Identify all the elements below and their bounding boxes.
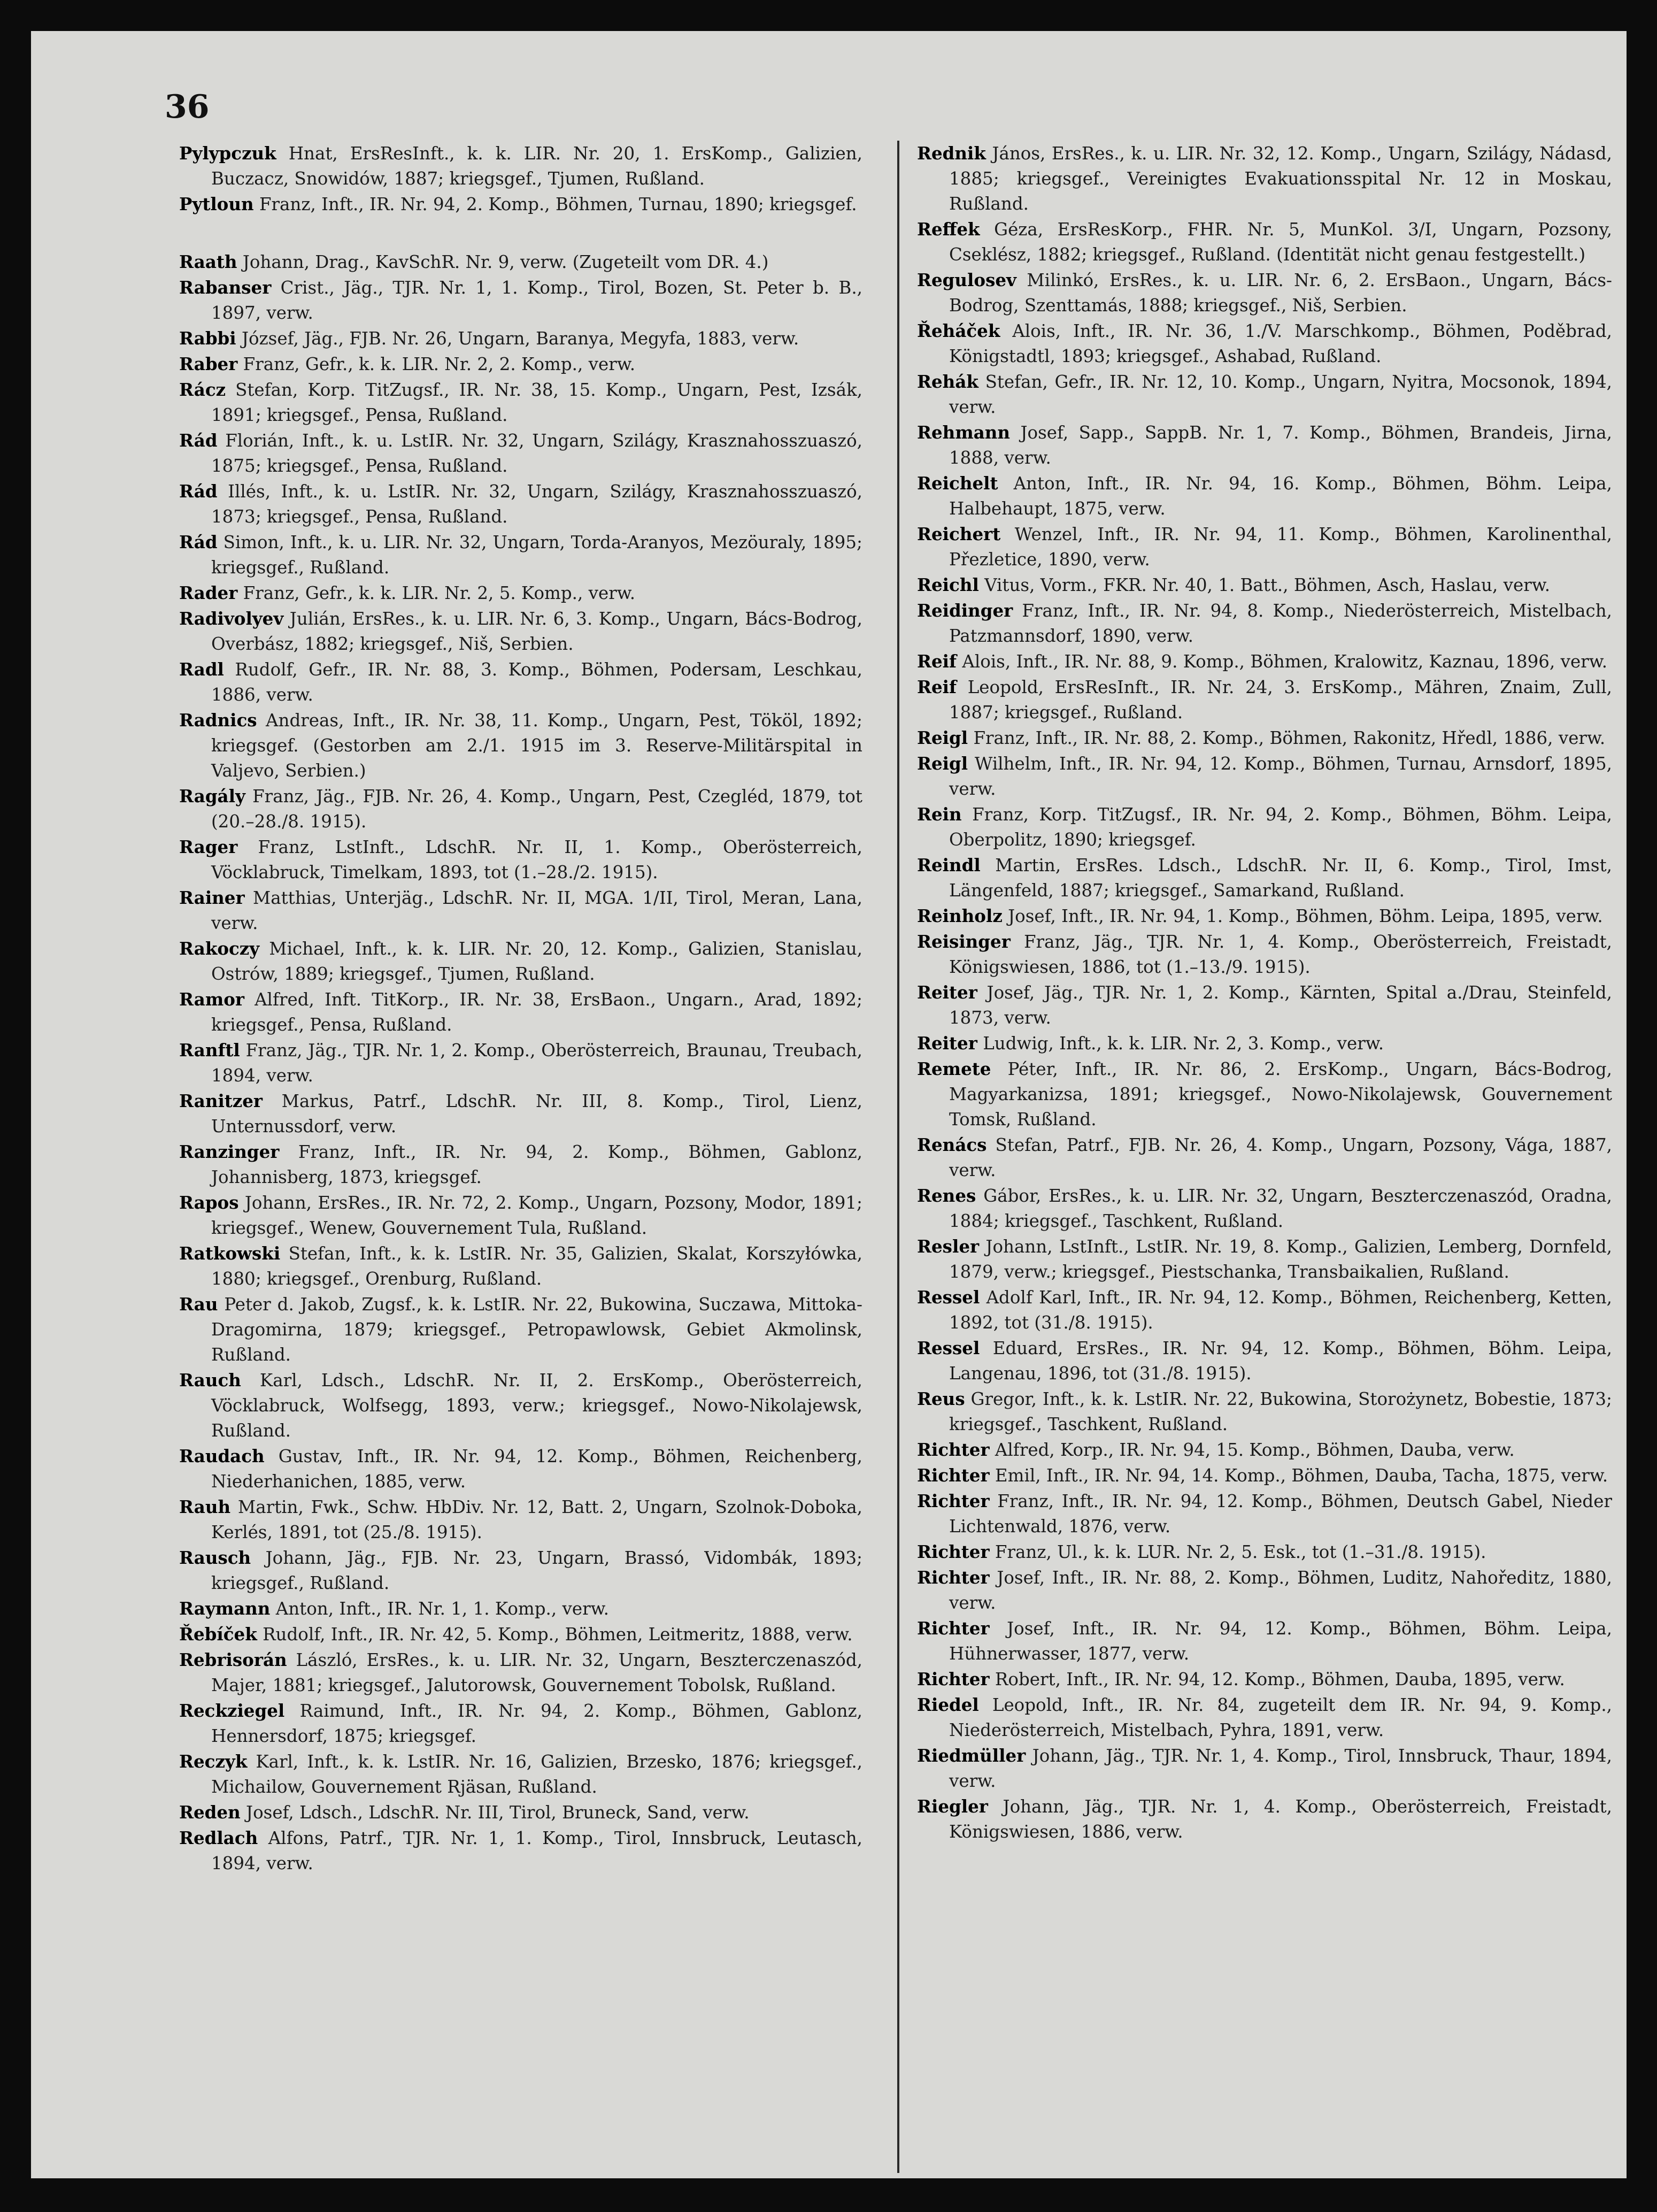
entry-details: Leopold, ErsResInft., IR. Nr. 24, 3. ErsKomp., Mähren, Znaim, Zull, 1887; kriegsgef., Rußland. <box>949 677 1612 723</box>
list-item <box>179 1596 862 1622</box>
entry-details: Raimund, Inft., IR. Nr. 94, 2. Komp., Böhmen, Gablonz, Hennersdorf, 1875; kriegsgef. <box>211 1701 862 1746</box>
entry-details: Franz, Jäg., FJB. Nr. 26, 4. Komp., Ungarn, Pest, Czegléd, 1879, tot (20.–28./8. 1915). <box>211 786 862 832</box>
entry-details: Gábor, ErsRes., k. u. LIR. Nr. 32, Ungarn, Beszterczenaszód, Oradna, 1884; kriegsgef., Taschkent, Rußland. <box>949 1186 1612 1231</box>
list-item <box>917 1539 1612 1565</box>
list-item <box>917 1488 1612 1539</box>
entry-surname: Rau <box>179 1294 218 1315</box>
entry-details: Alois, Inft., IR. Nr. 36, 1./V. Marschkomp., Böhmen, Poděbrad, Königstadtl, 1893; kriegsgef., Ashabad, Rußland. <box>949 321 1612 366</box>
entry-surname: Raath <box>179 251 237 272</box>
list-item <box>179 1647 862 1698</box>
entry-surname: Renes <box>917 1185 976 1206</box>
entry-surname: Reichert <box>917 524 1001 544</box>
entry-surname: Rauh <box>179 1496 231 1517</box>
list-item <box>917 1234 1612 1285</box>
entry-surname: Rausch <box>179 1547 251 1568</box>
entry-details: Martin, ErsRes. Ldsch., LdschR. Nr. II, 6. Komp., Tirol, Imst, Längenfeld, 1887; kriegsgef., Samarkand, Rußland. <box>949 855 1612 901</box>
entry-surname: Pytloun <box>179 194 254 214</box>
entry-surname: Raudach <box>179 1446 265 1466</box>
entry-surname: Reindl <box>917 855 981 875</box>
entry-details: József, Jäg., FJB. Nr. 26, Ungarn, Baranya, Megyfa, 1883, verw. <box>236 328 799 349</box>
list-item <box>179 1698 862 1749</box>
list-item <box>179 1088 862 1139</box>
entry-surname: Reus <box>917 1388 965 1409</box>
entry-surname: Richter <box>917 1465 990 1486</box>
list-item <box>179 1038 862 1088</box>
list-item <box>917 1666 1612 1692</box>
list-item <box>179 529 862 580</box>
entry-surname: Richter <box>917 1541 990 1562</box>
entry-details: Franz, Jäg., TJR. Nr. 1, 4. Komp., Oberösterreich, Freistadt, Königswiesen, 1886, tot (1.–13./9. 1915). <box>949 932 1612 977</box>
list-item <box>917 1285 1612 1335</box>
entry-surname: Rader <box>179 582 238 603</box>
entry-surname: Ragály <box>179 786 245 807</box>
list-item <box>179 1368 862 1443</box>
list-item <box>179 987 862 1038</box>
entry-surname: Rein <box>917 804 962 825</box>
entry-details: Franz, Inft., IR. Nr. 94, 12. Komp., Böhmen, Deutsch Gabel, Nieder Lichtenwald, 1876, verw. <box>949 1491 1612 1537</box>
entry-surname: Radnics <box>179 710 257 731</box>
list-item <box>917 1031 1612 1056</box>
entry-details: Julián, ErsRes., k. u. LIR. Nr. 6, 3. Komp., Ungarn, Bács-Bodrog, Overbász, 1882; kriegsgef., Niš, Serbien. <box>211 609 862 654</box>
entry-surname: Pylypczuk <box>179 143 276 164</box>
list-item <box>917 1565 1612 1616</box>
list-item <box>179 428 862 479</box>
entry-surname: Ranzinger <box>179 1141 280 1162</box>
entry-surname: Reigl <box>917 727 968 748</box>
entry-surname: Reidinger <box>917 600 1013 621</box>
list-item <box>917 852 1612 903</box>
entry-details: Milinkó, ErsRes., k. u. LIR. Nr. 6, 2. ErsBaon., Ungarn, Bács-Bodrog, Szenttamás, 1888; kriegsgef., Niš, Serbien. <box>949 270 1612 316</box>
entry-details: Stefan, Korp. TitZugsf., IR. Nr. 38, 15. Komp., Ungarn, Pest, Izsák, 1891; kriegsgef., Pensa, Rußland. <box>211 380 862 425</box>
entry-details: Johann, ErsRes., IR. Nr. 72, 2. Komp., Ungarn, Pozsony, Modor, 1891; kriegsgef., Wenew, Gouvernement Tula, Rußland. <box>211 1193 862 1238</box>
list-item <box>917 1463 1612 1488</box>
entry-surname: Regulosev <box>917 270 1016 290</box>
entry-details: János, ErsRes., k. u. LIR. Nr. 32, 12. Komp., Ungarn, Szilágy, Nádasd, 1885; kriegsgef., Vereinigtes Evakuationsspital Nr. 12 in Moskau, Rußland. <box>949 143 1612 214</box>
entry-details: Ludwig, Inft., k. k. LIR. Nr. 2, 3. Komp., verw. <box>977 1033 1384 1054</box>
list-item <box>179 936 862 987</box>
entry-details: Rudolf, Gefr., IR. Nr. 88, 3. Komp., Böhmen, Podersam, Leschkau, 1886, verw. <box>211 659 862 705</box>
page-number: 36 <box>165 88 210 126</box>
list-item <box>917 1437 1612 1463</box>
list-item <box>917 980 1612 1031</box>
entry-details: Johann, Jäg., TJR. Nr. 1, 4. Komp., Tirol, Innsbruck, Thaur, 1894, verw. <box>949 1746 1612 1791</box>
list-item <box>179 606 862 657</box>
entry-details: Leopold, Inft., IR. Nr. 84, zugeteilt dem IR. Nr. 94, 9. Komp., Niederösterreich, Mistelbach, Pyhra, 1891, verw. <box>949 1695 1612 1740</box>
entry-surname: Rednik <box>917 143 986 164</box>
list-item <box>179 1800 862 1825</box>
entry-surname: Remete <box>917 1058 991 1079</box>
list-item <box>179 1622 862 1647</box>
entry-details: Josef, Inft., IR. Nr. 94, 12. Komp., Böhmen, Böhm. Leipa, Hühnerwasser, 1877, verw. <box>949 1618 1612 1664</box>
entry-details: Andreas, Inft., IR. Nr. 38, 11. Komp., Ungarn, Pest, Tököl, 1892; kriegsgef. (Gestorben am 2./1. 1915 im 3. Reserve-Militärspital in Valjevo, Serbien.) <box>211 710 862 781</box>
list-item <box>179 141 862 191</box>
list-item <box>917 1794 1612 1845</box>
list-item <box>917 1692 1612 1743</box>
list-item <box>917 1132 1612 1183</box>
entry-details: Franz, Jäg., TJR. Nr. 1, 2. Komp., Oberösterreich, Braunau, Treubach, 1894, verw. <box>211 1040 862 1086</box>
entry-details: Markus, Patrf., LdschR. Nr. III, 8. Komp., Tirol, Lienz, Unternussdorf, verw. <box>211 1091 862 1136</box>
entry-surname: Riedmüller <box>917 1745 1026 1766</box>
entry-details: Franz, Inft., IR. Nr. 94, 8. Komp., Niederösterreich, Mistelbach, Patzmannsdorf, 1890, verw. <box>949 601 1612 646</box>
entry-details: Franz, Gefr., k. k. LIR. Nr. 2, 5. Komp., verw. <box>237 583 636 603</box>
list-item <box>917 674 1612 725</box>
entry-surname: Raymann <box>179 1598 271 1619</box>
list-item <box>179 191 862 217</box>
entry-surname: Rád <box>179 532 218 552</box>
list-item <box>917 420 1612 471</box>
entry-details: Hnat, ErsResInft., k. k. LIR. Nr. 20, 1. ErsKomp., Galizien, Buczacz, Snowidów, 1887; kriegsgef., Tjumen, Rußland. <box>211 143 862 189</box>
list-item <box>917 725 1612 751</box>
entry-surname: Radivolyev <box>179 608 284 629</box>
list-item <box>179 580 862 606</box>
entry-surname: Ranitzer <box>179 1090 263 1111</box>
entry-surname: Richter <box>917 1567 990 1588</box>
entry-details: Franz, LstInft., LdschR. Nr. II, 1. Komp., Oberösterreich, Vöcklabruck, Timelkam, 1893, tot (1.–28./2. 1915). <box>211 837 862 882</box>
entry-details: Emil, Inft., IR. Nr. 94, 14. Komp., Böhmen, Dauba, Tacha, 1875, verw. <box>989 1465 1608 1486</box>
list-item <box>179 657 862 708</box>
entry-surname: Rehmann <box>917 422 1011 443</box>
entry-details: Alfred, Korp., IR. Nr. 94, 15. Komp., Böhmen, Dauba, verw. <box>989 1440 1515 1460</box>
entry-details: Josef, Ldsch., LdschR. Nr. III, Tirol, Bruneck, Sand, verw. <box>240 1802 750 1823</box>
entry-surname: Reisinger <box>917 931 1011 952</box>
entry-surname: Reden <box>179 1802 241 1823</box>
entry-details: Alfred, Inft. TitKorp., IR. Nr. 38, ErsBaon., Ungarn., Arad, 1892; kriegsgef., Pensa, Rußland. <box>211 989 862 1035</box>
entry-details: Eduard, ErsRes., IR. Nr. 94, 12. Komp., Böhmen, Böhm. Leipa, Langenau, 1896, tot (31./8. 1915). <box>949 1338 1612 1384</box>
entry-details: Johann, Jäg., FJB. Nr. 23, Ungarn, Brassó, Vidombák, 1893; kriegsgef., Rußland. <box>211 1548 862 1593</box>
entry-details: Johann, LstInft., LstIR. Nr. 19, 8. Komp., Galizien, Lemberg, Dornfeld, 1879, verw.; kriegsgef., Piestschanka, Transbaikalien, Rußland. <box>949 1236 1612 1282</box>
entry-surname: Riedel <box>917 1694 979 1715</box>
entry-details: Rudolf, Inft., IR. Nr. 42, 5. Komp., Böhmen, Leitmeritz, 1888, verw. <box>257 1624 853 1645</box>
entry-surname: Reichelt <box>917 473 998 494</box>
entry-details: Crist., Jäg., TJR. Nr. 1, 1. Komp., Tirol, Bozen, St. Peter b. B., 1897, verw. <box>211 278 862 323</box>
entry-details: Stefan, Gefr., IR. Nr. 12, 10. Komp., Ungarn, Nyitra, Mocsonok, 1894, verw. <box>949 372 1612 417</box>
list-item <box>179 1825 862 1876</box>
column-divider <box>897 141 899 2173</box>
entry-details: Gustav, Inft., IR. Nr. 94, 12. Komp., Böhmen, Reichenberg, Niederhanichen, 1885, verw. <box>211 1446 862 1492</box>
entry-surname: Reinholz <box>917 905 1003 926</box>
entry-details: Franz, Korp. TitZugsf., IR. Nr. 94, 2. Komp., Böhmen, Böhm. Leipa, Oberpolitz, 1890; kriegsgef. <box>949 804 1612 850</box>
entry-surname: Raber <box>179 354 238 374</box>
list-item <box>917 1183 1612 1234</box>
entry-details: Johann, Drag., KavSchR. Nr. 9, verw. (Zugeteilt vom DR. 4.) <box>237 252 769 272</box>
list-item <box>917 1386 1612 1437</box>
list-item <box>917 598 1612 649</box>
entry-details: Gregor, Inft., k. k. LstIR. Nr. 22, Bukowina, Storożynetz, Bobestie, 1873; kriegsgef., Taschkent, Rußland. <box>949 1389 1612 1434</box>
entry-surname: Rager <box>179 836 238 857</box>
list-item <box>179 1292 862 1368</box>
entry-surname: Rapos <box>179 1192 239 1213</box>
entry-details: Josef, Sapp., SappB. Nr. 1, 7. Komp., Böhmen, Brandeis, Jirna, 1888, verw. <box>949 423 1612 468</box>
list-item <box>179 1241 862 1292</box>
entry-details: Michael, Inft., k. k. LIR. Nr. 20, 12. Komp., Galizien, Stanislau, Ostrów, 1889; kriegsgef., Tjumen, Rußland. <box>211 939 862 984</box>
list-item <box>917 649 1612 674</box>
entry-details: Peter d. Jakob, Zugsf., k. k. LstIR. Nr. 22, Bukowina, Suczawa, Mittoka-Dragomirna, 1879; kriegsgef., Petropawlowsk, Gebiet Akmolinsk, Rußland. <box>211 1294 862 1365</box>
list-item <box>917 1335 1612 1386</box>
list-item <box>179 1190 862 1241</box>
entry-details: Géza, ErsResKorp., FHR. Nr. 5, MunKol. 3/I, Ungarn, Pozsony, Cseklész, 1882; kriegsgef., Rußland. (Identität nicht genau festgestellt.) <box>949 219 1612 265</box>
list-item <box>917 903 1612 929</box>
list-item <box>179 708 862 784</box>
entry-details: Johann, Jäg., TJR. Nr. 1, 4. Komp., Oberösterreich, Freistadt, Königswiesen, 1886, verw. <box>949 1796 1612 1842</box>
entry-surname: Řebíček <box>179 1624 257 1645</box>
entry-details: Adolf Karl, Inft., IR. Nr. 94, 12. Komp., Böhmen, Reichenberg, Ketten, 1892, tot (31./8. 1915). <box>949 1287 1612 1333</box>
entry-surname: Ressel <box>917 1338 980 1358</box>
entry-surname: Reif <box>917 677 957 697</box>
list-item <box>179 479 862 529</box>
entry-surname: Richter <box>917 1669 990 1689</box>
entry-details: Wenzel, Inft., IR. Nr. 94, 11. Komp., Böhmen, Karolinenthal, Přezletice, 1890, verw. <box>949 524 1612 570</box>
list-item <box>917 572 1612 598</box>
list-item <box>917 1056 1612 1132</box>
list-item <box>917 751 1612 802</box>
entry-surname: Reiter <box>917 982 977 1003</box>
entry-surname: Reiter <box>917 1033 977 1054</box>
entry-details: Anton, Inft., IR. Nr. 1, 1. Komp., verw. <box>270 1599 609 1619</box>
list-item <box>179 834 862 885</box>
document-page <box>31 31 1627 2178</box>
entry-surname: Reigl <box>917 753 968 774</box>
entry-surname: Rád <box>179 430 218 451</box>
entry-surname: Ressel <box>917 1287 980 1308</box>
entry-surname: Radl <box>179 659 224 680</box>
list-item <box>179 275 862 326</box>
entry-details: Josef, Inft., IR. Nr. 94, 1. Komp., Böhmen, Böhm. Leipa, 1895, verw. <box>1002 906 1603 926</box>
entry-surname: Rainer <box>179 887 245 908</box>
entry-surname: Rakoczy <box>179 938 260 959</box>
entry-surname: Ramor <box>179 989 245 1010</box>
list-item <box>179 351 862 377</box>
entry-surname: Rehák <box>917 371 978 392</box>
entry-surname: Rabbi <box>179 328 236 349</box>
list-item <box>179 1494 862 1545</box>
list-item <box>917 141 1612 217</box>
entry-details: Florián, Inft., k. u. LstIR. Nr. 32, Ungarn, Szilágy, Krasznahosszuaszó, 1875; kriegsgef., Pensa, Rußland. <box>211 431 862 476</box>
left-column <box>179 141 862 1876</box>
list-item <box>917 267 1612 318</box>
entry-surname: Reckziegel <box>179 1700 285 1721</box>
entry-surname: Rád <box>179 481 218 502</box>
entry-surname: Reichl <box>917 574 979 595</box>
list-item <box>917 1616 1612 1666</box>
entry-details: Franz, Inft., IR. Nr. 94, 2. Komp., Böhmen, Gablonz, Johannisberg, 1873, kriegsgef. <box>211 1142 862 1187</box>
entry-details: Wilhelm, Inft., IR. Nr. 94, 12. Komp., Böhmen, Turnau, Arnsdorf, 1895, verw. <box>949 754 1612 799</box>
entry-details: Robert, Inft., IR. Nr. 94, 12. Komp., Böhmen, Dauba, 1895, verw. <box>989 1669 1565 1689</box>
entry-details: Franz, Gefr., k. k. LIR. Nr. 2, 2. Komp., verw. <box>237 354 636 374</box>
entry-details: Illés, Inft., k. u. LstIR. Nr. 32, Ungarn, Szilágy, Krasznahosszuaszó, 1873; kriegsgef., Pensa, Rußland. <box>211 481 862 527</box>
list-item <box>917 318 1612 369</box>
entry-surname: Resler <box>917 1236 980 1257</box>
list-item <box>917 369 1612 420</box>
entry-surname: Richter <box>917 1439 990 1460</box>
entry-details: Franz, Inft., IR. Nr. 94, 2. Komp., Böhmen, Turnau, 1890; kriegsgef. <box>253 194 857 214</box>
entry-surname: Redlach <box>179 1827 258 1848</box>
entry-surname: Rebrisorán <box>179 1649 287 1670</box>
entry-surname: Richter <box>917 1491 990 1511</box>
entry-details: Franz, Ul., k. k. LUR. Nr. 2, 5. Esk., tot (1.–31./8. 1915). <box>989 1542 1486 1562</box>
entry-details: Simon, Inft., k. u. LIR. Nr. 32, Ungarn, Torda-Aranyos, Mezöuraly, 1895; kriegsgef., Rußland. <box>211 532 862 578</box>
list-item <box>179 249 862 275</box>
list-item <box>179 1139 862 1190</box>
entry-surname: Reif <box>917 651 957 672</box>
entry-surname: Richter <box>917 1618 990 1639</box>
entry-surname: Ratkowski <box>179 1243 281 1264</box>
entry-surname: Rácz <box>179 379 226 400</box>
entry-details: Josef, Jäg., TJR. Nr. 1, 2. Komp., Kärnten, Spital a./Drau, Steinfeld, 1873, verw. <box>949 982 1612 1028</box>
entry-details: Martin, Fwk., Schw. HbDiv. Nr. 12, Batt. 2, Ungarn, Szolnok-Doboka, Kerlés, 1891, tot (25./8. 1915). <box>211 1497 862 1542</box>
list-item <box>179 326 862 351</box>
list-item <box>917 521 1612 572</box>
entry-surname: Riegler <box>917 1796 988 1817</box>
entry-details: Anton, Inft., IR. Nr. 94, 16. Komp., Böhmen, Böhm. Leipa, Halbehaupt, 1875, verw. <box>949 473 1612 519</box>
entry-details: Stefan, Patrf., FJB. Nr. 26, 4. Komp., Ungarn, Pozsony, Vága, 1887, verw. <box>949 1135 1612 1180</box>
entry-surname: Reffek <box>917 219 980 240</box>
list-item <box>179 1545 862 1596</box>
entry-details: Franz, Inft., IR. Nr. 88, 2. Komp., Böhmen, Rakonitz, Hředl, 1886, verw. <box>968 728 1606 748</box>
entry-details: László, ErsRes., k. u. LIR. Nr. 32, Ungarn, Beszterczenaszód, Majer, 1881; kriegsgef., Jalutorowsk, Gouvernement Tobolsk, Rußland. <box>211 1650 862 1695</box>
entry-details: Vitus, Vorm., FKR. Nr. 40, 1. Batt., Böhmen, Asch, Haslau, verw. <box>978 575 1551 595</box>
entry-surname: Reczyk <box>179 1751 248 1772</box>
right-column <box>917 141 1612 1845</box>
list-item <box>917 1743 1612 1794</box>
entry-details: Karl, Ldsch., LdschR. Nr. II, 2. ErsKomp., Oberösterreich, Vöcklabruck, Wolfsegg, 1893, verw.; kriegsgef., Nowo-Nikolajewsk, Rußland. <box>211 1370 862 1441</box>
entry-details: Karl, Inft., k. k. LstIR. Nr. 16, Galizien, Brzesko, 1876; kriegsgef., Michailow, Gouvernement Rjäsan, Rußland. <box>211 1752 862 1797</box>
list-item <box>179 1749 862 1800</box>
entry-details: Alois, Inft., IR. Nr. 88, 9. Komp., Böhmen, Kralowitz, Kaznau, 1896, verw. <box>957 651 1608 672</box>
entry-details: Alfons, Patrf., TJR. Nr. 1, 1. Komp., Tirol, Innsbruck, Leutasch, 1894, verw. <box>211 1828 862 1873</box>
entry-surname: Rauch <box>179 1370 241 1391</box>
list-item <box>917 802 1612 852</box>
list-item <box>917 217 1612 267</box>
entry-details: Péter, Inft., IR. Nr. 86, 2. ErsKomp., Ungarn, Bács-Bodrog, Magyarkanizsa, 1891; kriegsgef., Nowo-Nikolajewsk, Gouvernement Tomsk, Rußland. <box>949 1059 1612 1130</box>
entry-surname: Rabanser <box>179 277 272 298</box>
list-item <box>179 377 862 428</box>
entry-surname: Řeháček <box>917 320 1000 341</box>
list-item <box>917 929 1612 980</box>
list-item <box>917 471 1612 521</box>
list-item <box>179 885 862 936</box>
list-item <box>179 1443 862 1494</box>
entry-details: Stefan, Inft., k. k. LstIR. Nr. 35, Galizien, Skalat, Korszyłówka, 1880; kriegsgef., Orenburg, Rußland. <box>211 1243 862 1289</box>
entry-details: Josef, Inft., IR. Nr. 88, 2. Komp., Böhmen, Luditz, Nahoředitz, 1880, verw. <box>949 1568 1612 1613</box>
entry-surname: Renács <box>917 1134 987 1155</box>
entry-details: Matthias, Unterjäg., LdschR. Nr. II, MGA. 1/II, Tirol, Meran, Lana, verw. <box>211 888 862 933</box>
list-item <box>179 784 862 834</box>
entry-surname: Ranftl <box>179 1040 240 1061</box>
